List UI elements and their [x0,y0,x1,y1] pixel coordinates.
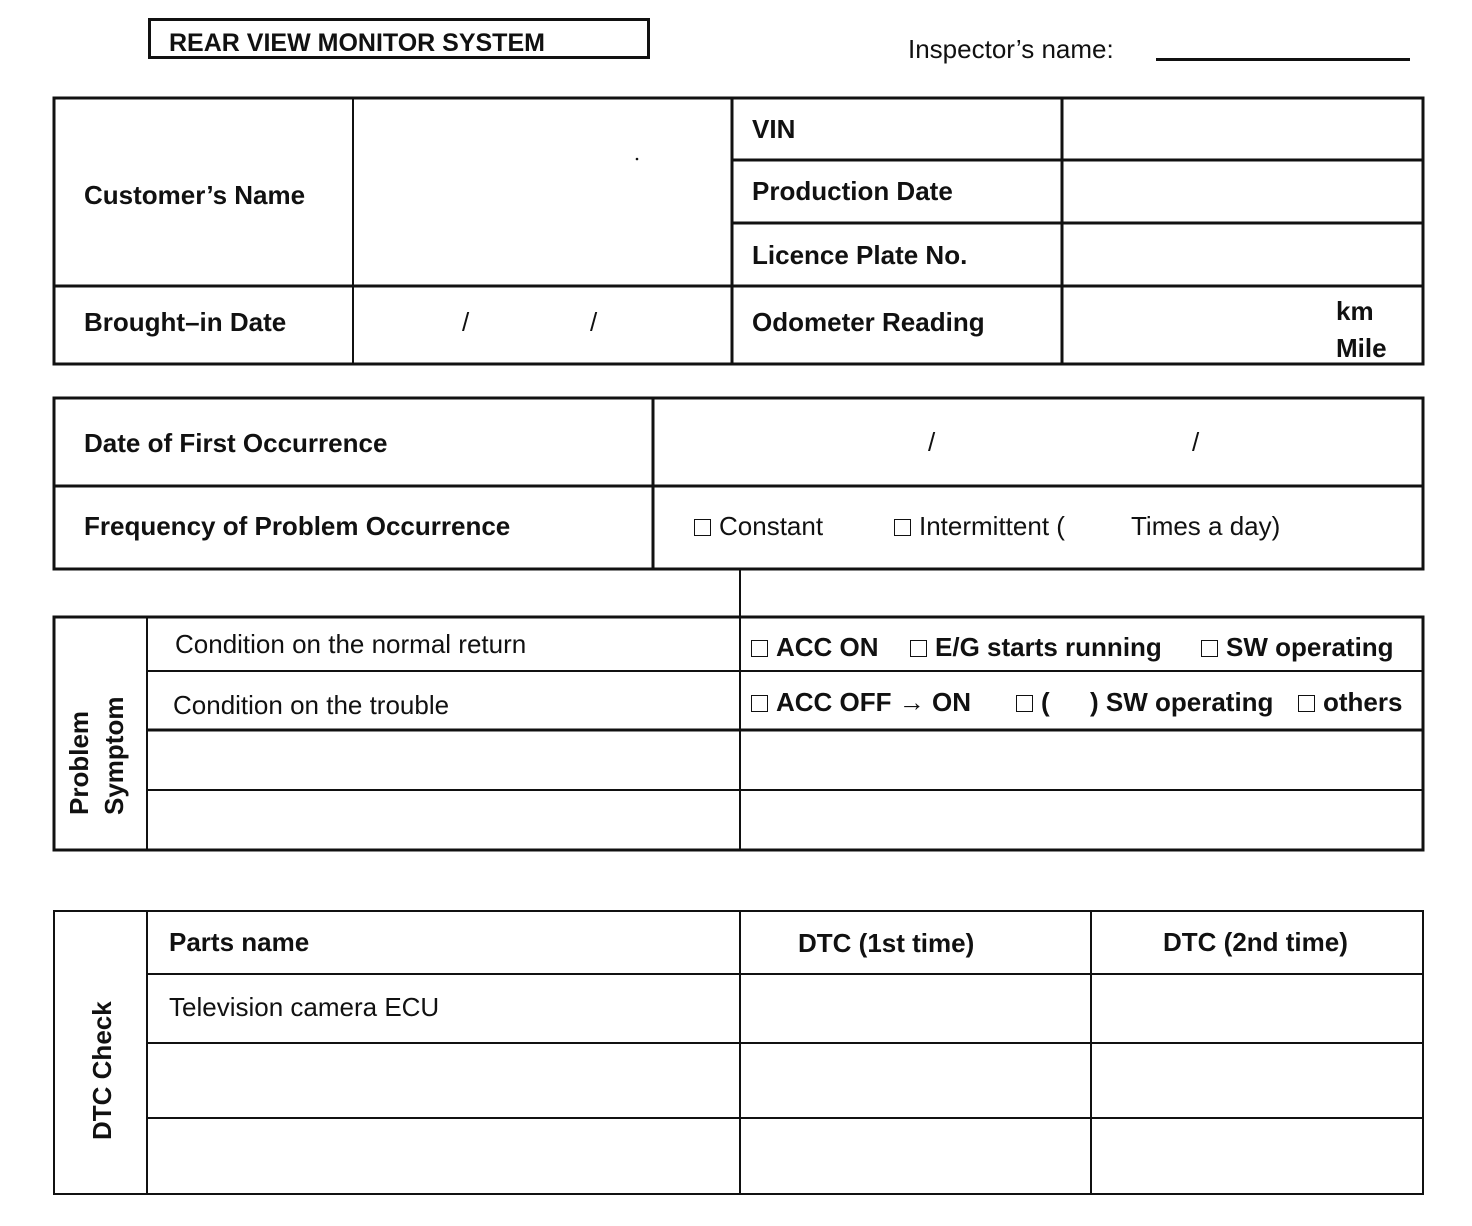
first-occurrence-separator: / [1192,427,1200,457]
production-date-field[interactable] [1065,163,1421,221]
odometer-unit-mile: Mile [1336,333,1387,363]
problem-symptom-label-line1: Problem [64,710,94,815]
part-name-cell: Television camera ECU [169,992,440,1022]
option-custom-sw: ) SW operating [1090,687,1274,717]
brought-in-date-separator: / [590,307,598,337]
column-header-dtc-1st: DTC (1st time) [798,928,975,958]
dtc-2nd-cell[interactable] [1094,1121,1421,1192]
option-custom-sw-wrapper [1016,687,1050,718]
frequency-label: Frequency of Problem Occurrence [84,511,511,541]
symptom-extra-field[interactable] [150,733,738,788]
option-sw-operating: SW operating [1226,632,1394,662]
intermittent-label: Intermittent ( [919,511,1065,541]
licence-plate-field[interactable] [1065,226,1421,284]
option-custom-paren: ( [1041,687,1050,717]
inspector-name-label: Inspector’s name: [908,34,1114,64]
option-acc-on: ACC ON [776,632,879,662]
production-date-label: Production Date [752,176,953,206]
option-eg-starts-running: E/G starts running [935,632,1162,662]
option-acc-off-on-wrapper [751,687,971,718]
odometer-field[interactable] [1065,289,1325,362]
checkbox-icon[interactable] [910,640,927,657]
normal-return-label: Condition on the normal return [175,629,527,659]
odometer-label: Odometer Reading [752,307,985,337]
part-name-cell[interactable] [150,1121,738,1192]
dtc-1st-cell[interactable] [743,1121,1089,1192]
first-occurrence-label: Date of First Occurrence [84,428,388,458]
trouble-label: Condition on the trouble [173,690,450,720]
intermittent-option[interactable] [894,511,1065,542]
checkbox-icon[interactable] [894,519,911,536]
problem-symptom-label-line2: Symptom [99,696,129,815]
option-eg-starts-running-wrapper [910,632,1162,663]
vin-field[interactable] [1065,100,1421,158]
vin-label: VIN [752,114,796,144]
column-header-dtc-2nd: DTC (2nd time) [1163,927,1348,957]
brought-in-date-label: Brought–in Date [84,307,287,337]
form-title: REAR VIEW MONITOR SYSTEM [148,18,650,59]
symptom-extra-field[interactable] [743,733,1421,788]
checkbox-icon[interactable] [751,640,768,657]
dtc-2nd-cell[interactable] [1094,977,1421,1041]
dtc-1st-cell[interactable] [743,977,1089,1041]
normal-return-options [751,632,879,663]
checkbox-icon[interactable] [1201,640,1218,657]
option-acc-off-on: ACC OFF → ON [776,687,971,717]
symptom-extra-field[interactable] [150,793,738,848]
customer-name-field[interactable] [356,100,730,284]
column-header-parts-name: Parts name [169,927,310,957]
option-sw-operating-wrapper [1201,632,1394,663]
option-others-wrapper [1298,687,1402,718]
checkbox-icon[interactable] [1016,695,1033,712]
times-a-day-label: Times a day) [1131,511,1281,541]
constant-option[interactable] [694,511,823,542]
dtc-1st-cell[interactable] [743,1046,1089,1116]
checkbox-icon[interactable] [1298,695,1315,712]
dtc-check-label: DTC Check [87,1001,117,1140]
licence-plate-label: Licence Plate No. [752,240,968,270]
odometer-unit-km: km [1336,296,1374,326]
part-name-cell[interactable] [150,1046,738,1116]
checkbox-icon[interactable] [694,519,711,536]
brought-in-date-separator: / [462,307,470,337]
dtc-2nd-cell[interactable] [1094,1046,1421,1116]
constant-label: Constant [719,511,824,541]
option-others: others [1323,687,1403,717]
customer-name-label: Customer’s Name [84,180,306,210]
symptom-extra-field[interactable] [743,793,1421,848]
checkbox-icon[interactable] [751,695,768,712]
first-occurrence-separator: / [928,427,936,457]
